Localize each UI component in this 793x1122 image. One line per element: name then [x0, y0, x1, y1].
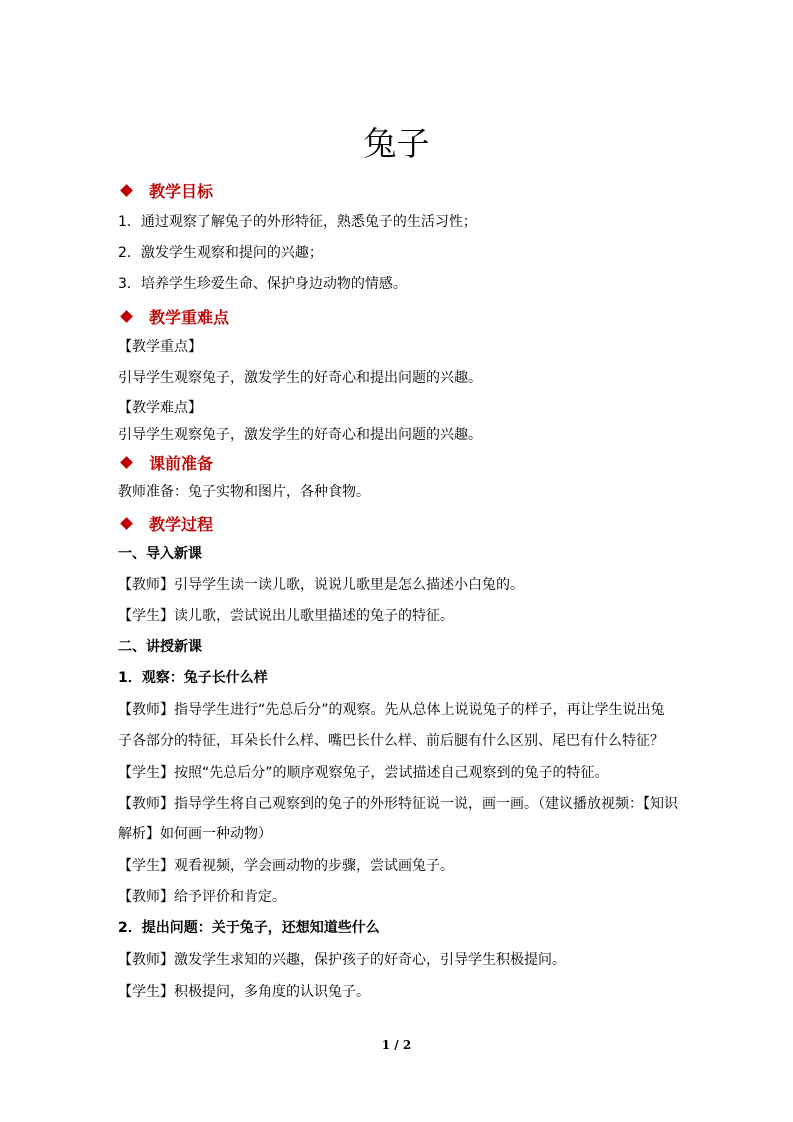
diamond-bullet-icon — [120, 184, 133, 197]
paragraph-line: 【学生】按照“先总后分”的顺序观察兔子，尝试描述自己观察到的兔子的特征。 — [118, 765, 609, 781]
paragraph-line: 【教师】指导学生进行“先总后分”的观察。先从总体上说说兔子的样子，再让学生说出兔 — [118, 702, 665, 718]
section-heading-goals — [118, 177, 213, 203]
page-number: 1 / 2 — [381, 1038, 412, 1052]
step-title: 2．提出问题：关于兔子，还想知道些什么 — [118, 920, 380, 936]
paragraph-line: 【学生】积极提问，多角度的认识兔子。 — [118, 984, 370, 1000]
focus-label: 【教学重点】 — [118, 339, 202, 355]
section-heading-keypoints — [118, 303, 229, 329]
preparation-text: 教师准备：兔子实物和图片，各种食物。 — [118, 484, 370, 500]
goal-item: 2．激发学生观察和提问的兴趣； — [118, 245, 323, 261]
section-heading-label: 教学过程 — [149, 514, 214, 534]
paragraph-line: 【教师】给予评价和肯定。 — [118, 889, 286, 905]
section-heading-process — [118, 510, 213, 536]
section-heading-label: 课前准备 — [149, 453, 214, 473]
section-heading-label: 教学目标 — [149, 181, 214, 201]
focus-text: 引导学生观察兔子，激发学生的好奇心和提出问题的兴趣。 — [118, 370, 482, 386]
paragraph-line: 【教师】引导学生读一读儿歌，说说儿歌里是怎么描述小白兔的。 — [118, 577, 524, 593]
part-title: 二、讲授新课 — [118, 639, 202, 655]
section-heading-label: 教学重难点 — [149, 307, 230, 327]
part-title: 一、导入新课 — [118, 546, 202, 562]
goal-item: 3．培养学生珍爱生命、保护身边动物的情感。 — [118, 276, 407, 292]
paragraph-line: 【学生】观看视频，学会画动物的步骤，尝试画兔子。 — [118, 858, 454, 874]
paragraph-line: 解析】如何画一种动物） — [118, 826, 272, 842]
paragraph-line: 【教师】指导学生将自己观察到的兔子的外形特征说一说，画一画。（建议播放视频：【知识 — [118, 796, 678, 812]
difficulty-text: 引导学生观察兔子，激发学生的好奇心和提出问题的兴趣。 — [118, 427, 482, 443]
paragraph-line: 【教师】激发学生求知的兴趣，保护孩子的好奇心，引导学生积极提问。 — [118, 952, 566, 968]
paragraph-line: 子各部分的特征，耳朵长什么样、嘴巴长什么样、前后腿有什么区别、尾巴有什么特征？ — [118, 733, 664, 749]
diamond-bullet-icon — [120, 517, 133, 530]
goal-item: 1．通过观察了解兔子的外形特征，熟悉兔子的生活习性； — [118, 214, 477, 230]
diamond-bullet-icon — [120, 310, 133, 323]
section-heading-preparation — [118, 449, 213, 475]
step-title: 1．观察：兔子长什么样 — [118, 670, 268, 686]
difficulty-label: 【教学难点】 — [118, 400, 202, 416]
paragraph-line: 【学生】读儿歌，尝试说出儿歌里描述的兔子的特征。 — [118, 608, 454, 624]
document-title: 兔子 — [363, 124, 430, 163]
diamond-bullet-icon — [120, 456, 133, 469]
